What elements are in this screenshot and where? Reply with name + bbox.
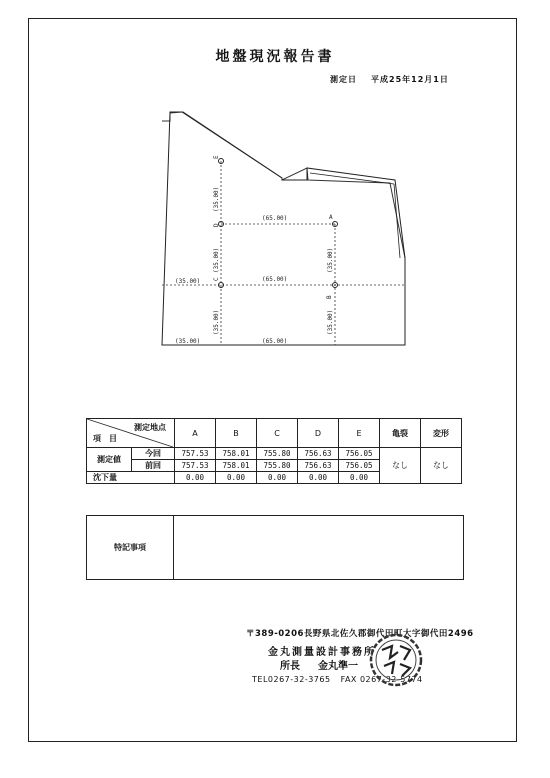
measured-label: 測定値 [87,448,132,472]
settlement-value-d: 0.00 [298,472,339,484]
col-header-e: E [339,419,380,448]
previous-label: 前回 [132,460,175,472]
current-value-b: 758.01 [216,448,257,460]
current-value-e: 756.05 [339,448,380,460]
office-address: 〒389-0206長野県北佐久郡御代田町大字御代田2496 [246,629,474,639]
current-label: 今回 [132,448,175,460]
previous-value-a: 757.53 [175,460,216,472]
settlement-label: 沈下量 [87,472,175,484]
dim-label-top: (65.00) [262,215,288,222]
special-notes-box [86,515,464,580]
document-title: 地盤現況報告書 [215,49,335,65]
col-header-c: C [257,419,298,448]
fax-number: FAX 0267-32-5774 [340,675,423,684]
previous-value-b: 758.01 [216,460,257,472]
col-header-a: A [175,419,216,448]
director-name: 金丸準一 [318,661,358,672]
point-label-a: A [329,214,333,221]
previous-value-c: 755.80 [257,460,298,472]
date-value: 平成25年12月1日 [371,75,449,84]
dim-label-bottom: (65.00) [262,338,288,345]
settlement-value-c: 0.00 [257,472,298,484]
dim-label-vertical-right-bottom: (35.00) [327,309,334,335]
header-point-label: 測定地点 [134,423,166,432]
col-header-deform: 変形 [421,419,462,448]
previous-value-d: 756.63 [298,460,339,472]
dim-label-vertical-left-mid: (35.00) [213,247,220,273]
current-value-a: 757.53 [175,448,216,460]
seal-stamp-icon [368,632,424,688]
site-boundary-outline [162,112,405,345]
point-label-c: C [213,277,220,281]
dim-label-vertical-top: (35.00) [213,186,220,212]
table-header-diagonal-cell [87,419,175,448]
dim-label-vertical-right-mid: (35.00) [327,247,334,273]
current-value-c: 755.80 [257,448,298,460]
dim-label-left-bottom: (35.00) [175,338,201,345]
date-label: 測定日 [330,75,357,84]
col-header-b: B [216,419,257,448]
tel-number: TEL0267-32-3765 [252,675,331,684]
header-item-label: 項目 [93,434,125,443]
col-header-d: D [298,419,339,448]
dim-label-middle: (65.00) [262,276,288,283]
special-notes-label: 特記事項 [87,516,174,579]
settlement-value-b: 0.00 [216,472,257,484]
measurement-table [86,418,462,484]
deform-value: なし [421,448,462,484]
director-line [280,657,376,672]
col-header-crack: 亀裂 [380,419,421,448]
point-label-e: E [213,155,220,159]
settlement-value-a: 0.00 [175,472,216,484]
settlement-value-e: 0.00 [339,472,380,484]
previous-value-e: 756.05 [339,460,380,472]
director-title: 所長 [280,661,300,672]
point-label-d: D [213,223,220,227]
current-value-d: 756.63 [298,448,339,460]
dim-label-left-middle: (35.00) [175,278,201,285]
crack-value: なし [380,448,421,484]
special-notes-content [174,516,463,579]
office-name: 金丸測量設計事務所 [268,647,376,658]
dim-label-vertical-left-bottom: (35.00) [213,309,220,335]
site-boundary [162,112,405,345]
point-label-b: B [326,295,333,299]
